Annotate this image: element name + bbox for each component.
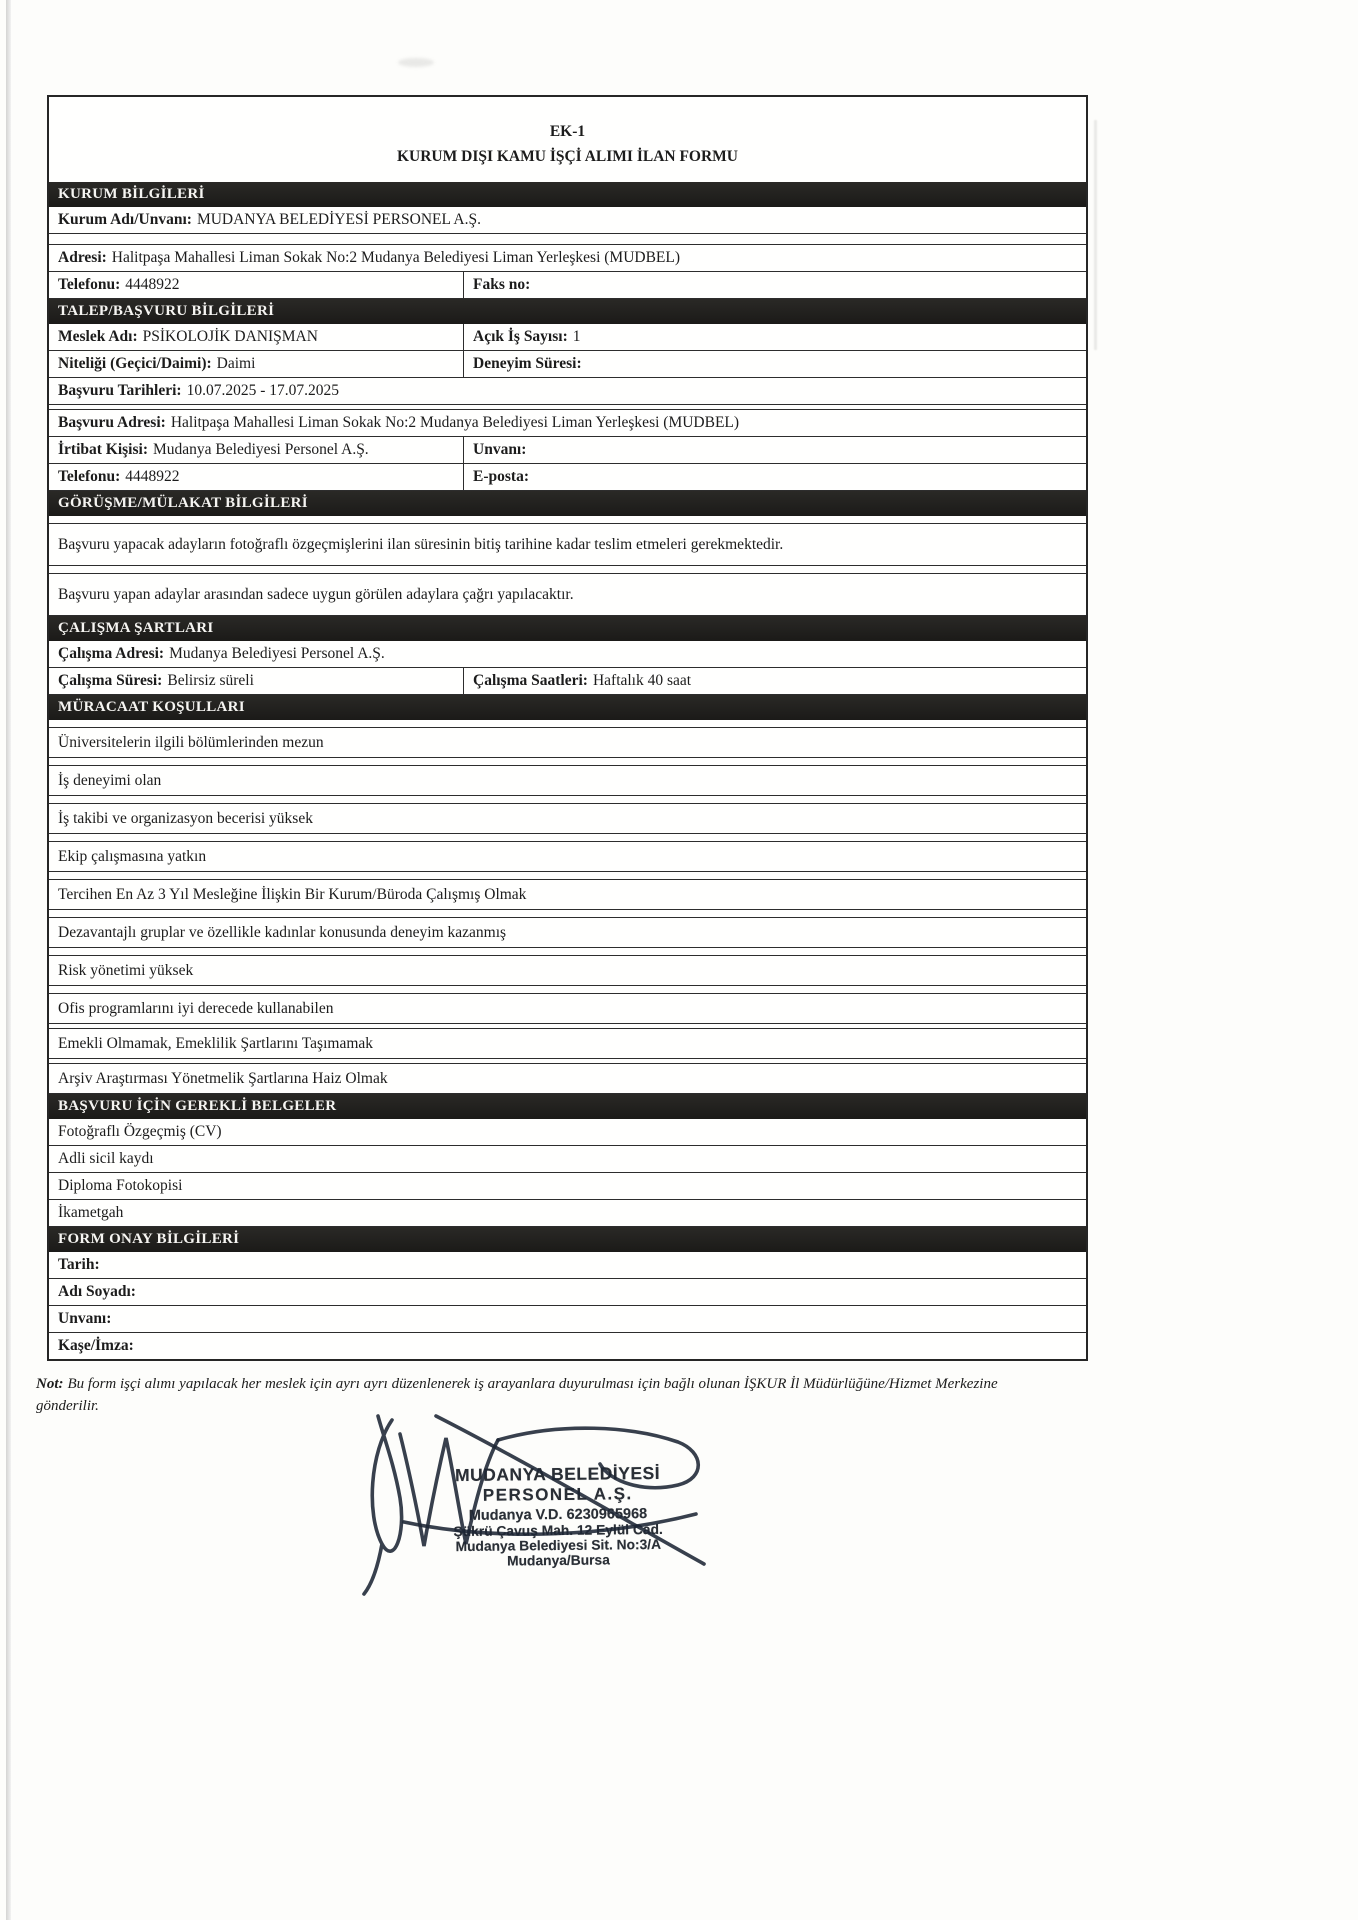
field-value: Mudanya Belediyesi Personel A.Ş. [169, 645, 385, 663]
field-calisma-saatleri [464, 668, 1086, 694]
stamp-line: Mudanya V.D. 6230965968 [468, 1506, 648, 1524]
form-title: KURUM DIŞI KAMU İŞÇİ ALIMI İLAN FORMU [396, 147, 738, 165]
section-talep-basvuru: TALEP/BAŞVURU BİLGİLERİ [49, 299, 1086, 324]
scan-smudge [398, 58, 434, 67]
section-calisma-sartlari: ÇALIŞMA ŞARTLARI [49, 616, 1086, 641]
section-gorusme-mulakat: GÖRÜŞME/MÜLAKAT BİLGİLERİ [49, 491, 1086, 516]
scan-smudge [1094, 120, 1097, 350]
requirement-row: Üniversitelerin ilgili bölümlerinden mezun [49, 727, 1086, 758]
scan-gap [49, 720, 1086, 727]
document-row: Adli sicil kaydı [49, 1146, 1086, 1173]
signature-scribble [348, 1392, 728, 1602]
field-label: Niteliği (Geçici/Daimi): [58, 355, 212, 373]
field-label: Başvuru Tarihleri: [58, 382, 182, 400]
field-value: Haftalık 40 saat [592, 672, 692, 690]
document-row: Fotoğraflı Özgeçmiş (CV) [49, 1119, 1086, 1146]
field-label: İrtibat Kişisi: [58, 441, 148, 459]
form-code: EK-1 [549, 123, 586, 140]
field-label: Başvuru Adresi: [58, 414, 166, 432]
stamp-line: Şükrü Çavuş Mah. 12 Eylül Cad. [453, 1521, 663, 1540]
recruitment-announcement-form [47, 95, 1088, 1361]
document-row: İkametgah [49, 1200, 1086, 1227]
field-meslek-adi [49, 324, 464, 350]
field-irtibat-kisisi [49, 437, 464, 463]
field-label: Telefonu: [58, 276, 121, 294]
field-deneyim-suresi [464, 351, 1086, 377]
requirement-row: İş takibi ve organizasyon becerisi yüksek [49, 803, 1086, 834]
field-acik-is-sayisi [464, 324, 1086, 350]
field-value: 4448922 [125, 468, 180, 486]
requirement-row: Dezavantajlı gruplar ve özellikle kadınlar konusunda deneyim kazanmış [49, 917, 1086, 948]
field-label: Unvanı: [58, 1310, 112, 1328]
field-kase-imza [49, 1333, 1086, 1359]
field-adi-soyadi [49, 1279, 1086, 1306]
note-label: Not: [36, 1376, 64, 1392]
scan-edge-artifact [6, 0, 11, 1920]
field-basvuru-tarihleri [49, 378, 1086, 405]
scan-gap [49, 872, 1086, 879]
field-label: Unvanı: [473, 441, 527, 459]
field-calisma-suresi [49, 668, 464, 694]
field-adresi [49, 244, 1086, 272]
field-faks-no [464, 272, 1086, 298]
field-label: Kaşe/İmza: [58, 1337, 134, 1355]
field-value: MUDANYA BELEDİYESİ PERSONEL A.Ş. [196, 211, 481, 229]
scan-gap [49, 758, 1086, 765]
field-label: Çalışma Adresi: [58, 645, 165, 663]
field-value: Daimi [216, 355, 256, 373]
field-label: E-posta: [473, 468, 529, 486]
requirement-row: Ofis programlarını iyi derecede kullanabilen [49, 993, 1086, 1024]
field-kurum-adi [49, 207, 1086, 234]
field-value: 1 [572, 328, 581, 346]
section-gerekli-belgeler: BAŞVURU İÇİN GEREKLİ BELGELER [49, 1094, 1086, 1119]
field-niteligi [49, 351, 464, 377]
field-value: Mudanya Belediyesi Personel A.Ş. [153, 441, 369, 459]
scan-gap [49, 796, 1086, 803]
field-label: Adresi: [58, 249, 107, 267]
note-text: Bu form işçi alımı yapılacak her meslek için ayrı ayrı düzenlenerek iş arayanlara duyurulması için bağlı olunan İŞKUR İl Müdürlüğüne/Hizmet Merkezine gönderilir. [36, 1376, 998, 1414]
field-label: Çalışma Saatleri: [473, 672, 588, 690]
row-irtibat-unvan [49, 437, 1086, 464]
scan-gap [49, 948, 1086, 955]
scan-gap [49, 910, 1086, 917]
field-value: Halitpaşa Mahallesi Liman Sokak No:2 Mudanya Belediyesi Liman Yerleşkesi (MUDBEL) [111, 249, 681, 267]
field-label: Adı Soyadı: [58, 1283, 136, 1301]
scan-gap [49, 834, 1086, 841]
field-label: Açık İş Sayısı: [473, 328, 568, 346]
row-telefon-eposta [49, 464, 1086, 491]
form-header [49, 97, 1086, 182]
scan-gap [49, 566, 1086, 573]
gorusme-statement: Başvuru yapacak adayların fotoğraflı özgeçmişlerini ilan süresinin bitiş tarihine kadar teslim etmeleri gerekmektedir. [49, 523, 1086, 566]
gorusme-statement: Başvuru yapan adaylar arasından sadece uygun görülen adaylara çağrı yapılacaktır. [49, 573, 1086, 616]
field-onay-unvani [49, 1306, 1086, 1333]
field-label: Telefonu: [58, 468, 121, 486]
requirement-row: Ekip çalışmasına yatkın [49, 841, 1086, 872]
field-value: 4448922 [125, 276, 180, 294]
section-form-onay: FORM ONAY BİLGİLERİ [49, 1227, 1086, 1252]
field-label: Tarih: [58, 1256, 100, 1274]
field-label: Kurum Adı/Unvanı: [58, 211, 192, 229]
scan-gap [49, 234, 1086, 244]
field-label: Çalışma Süresi: [58, 672, 163, 690]
field-label: Deneyim Süresi: [473, 355, 582, 373]
field-value: Halitpaşa Mahallesi Liman Sokak No:2 Mudanya Belediyesi Liman Yerleşkesi (MUDBEL) [170, 414, 740, 432]
field-label: Faks no: [473, 276, 531, 294]
stamp-line: Mudanya/Bursa [507, 1552, 610, 1569]
requirement-row: Emekli Olmamak, Emeklilik Şartlarını Taşımamak [49, 1028, 1086, 1059]
field-basvuru-adresi [49, 409, 1086, 437]
document-row: Diploma Fotokopisi [49, 1173, 1086, 1200]
section-muracaat-kosullari: MÜRACAAT KOŞULLARI [49, 695, 1086, 720]
requirement-row: Tercihen En Az 3 Yıl Mesleğine İlişkin Bir Kurum/Büroda Çalışmış Olmak [49, 879, 1086, 910]
row-meslek-acikis [49, 324, 1086, 351]
row-sure-saat [49, 668, 1086, 695]
field-telefonu-2 [49, 464, 464, 490]
stamp-line: MUDANYA BELEDİYESİ [454, 1462, 661, 1486]
row-telefon-faks [49, 272, 1086, 299]
stamp-line: PERSONEL A.Ş. [482, 1484, 633, 1505]
requirement-row: İş deneyimi olan [49, 765, 1086, 796]
field-eposta [464, 464, 1086, 490]
field-telefonu [49, 272, 464, 298]
field-tarih [49, 1252, 1086, 1279]
field-label: Meslek Adı: [58, 328, 138, 346]
field-value: Belirsiz süreli [167, 672, 254, 690]
field-calisma-adresi [49, 641, 1086, 668]
field-value: 10.07.2025 - 17.07.2025 [186, 382, 340, 400]
stamp-line: Mudanya Belediyesi Sit. No:3/A [455, 1536, 662, 1555]
field-value: PSİKOLOJİK DANIŞMAN [142, 328, 318, 346]
section-kurum-bilgileri: KURUM BİLGİLERİ [49, 182, 1086, 207]
scan-gap [49, 986, 1086, 993]
requirement-row: Risk yönetimi yüksek [49, 955, 1086, 986]
row-nitelik-deneyim [49, 351, 1086, 378]
field-unvani [464, 437, 1086, 463]
requirement-row: Arşiv Araştırması Yönetmelik Şartlarına Haiz Olmak [49, 1063, 1086, 1094]
scan-gap [49, 516, 1086, 523]
